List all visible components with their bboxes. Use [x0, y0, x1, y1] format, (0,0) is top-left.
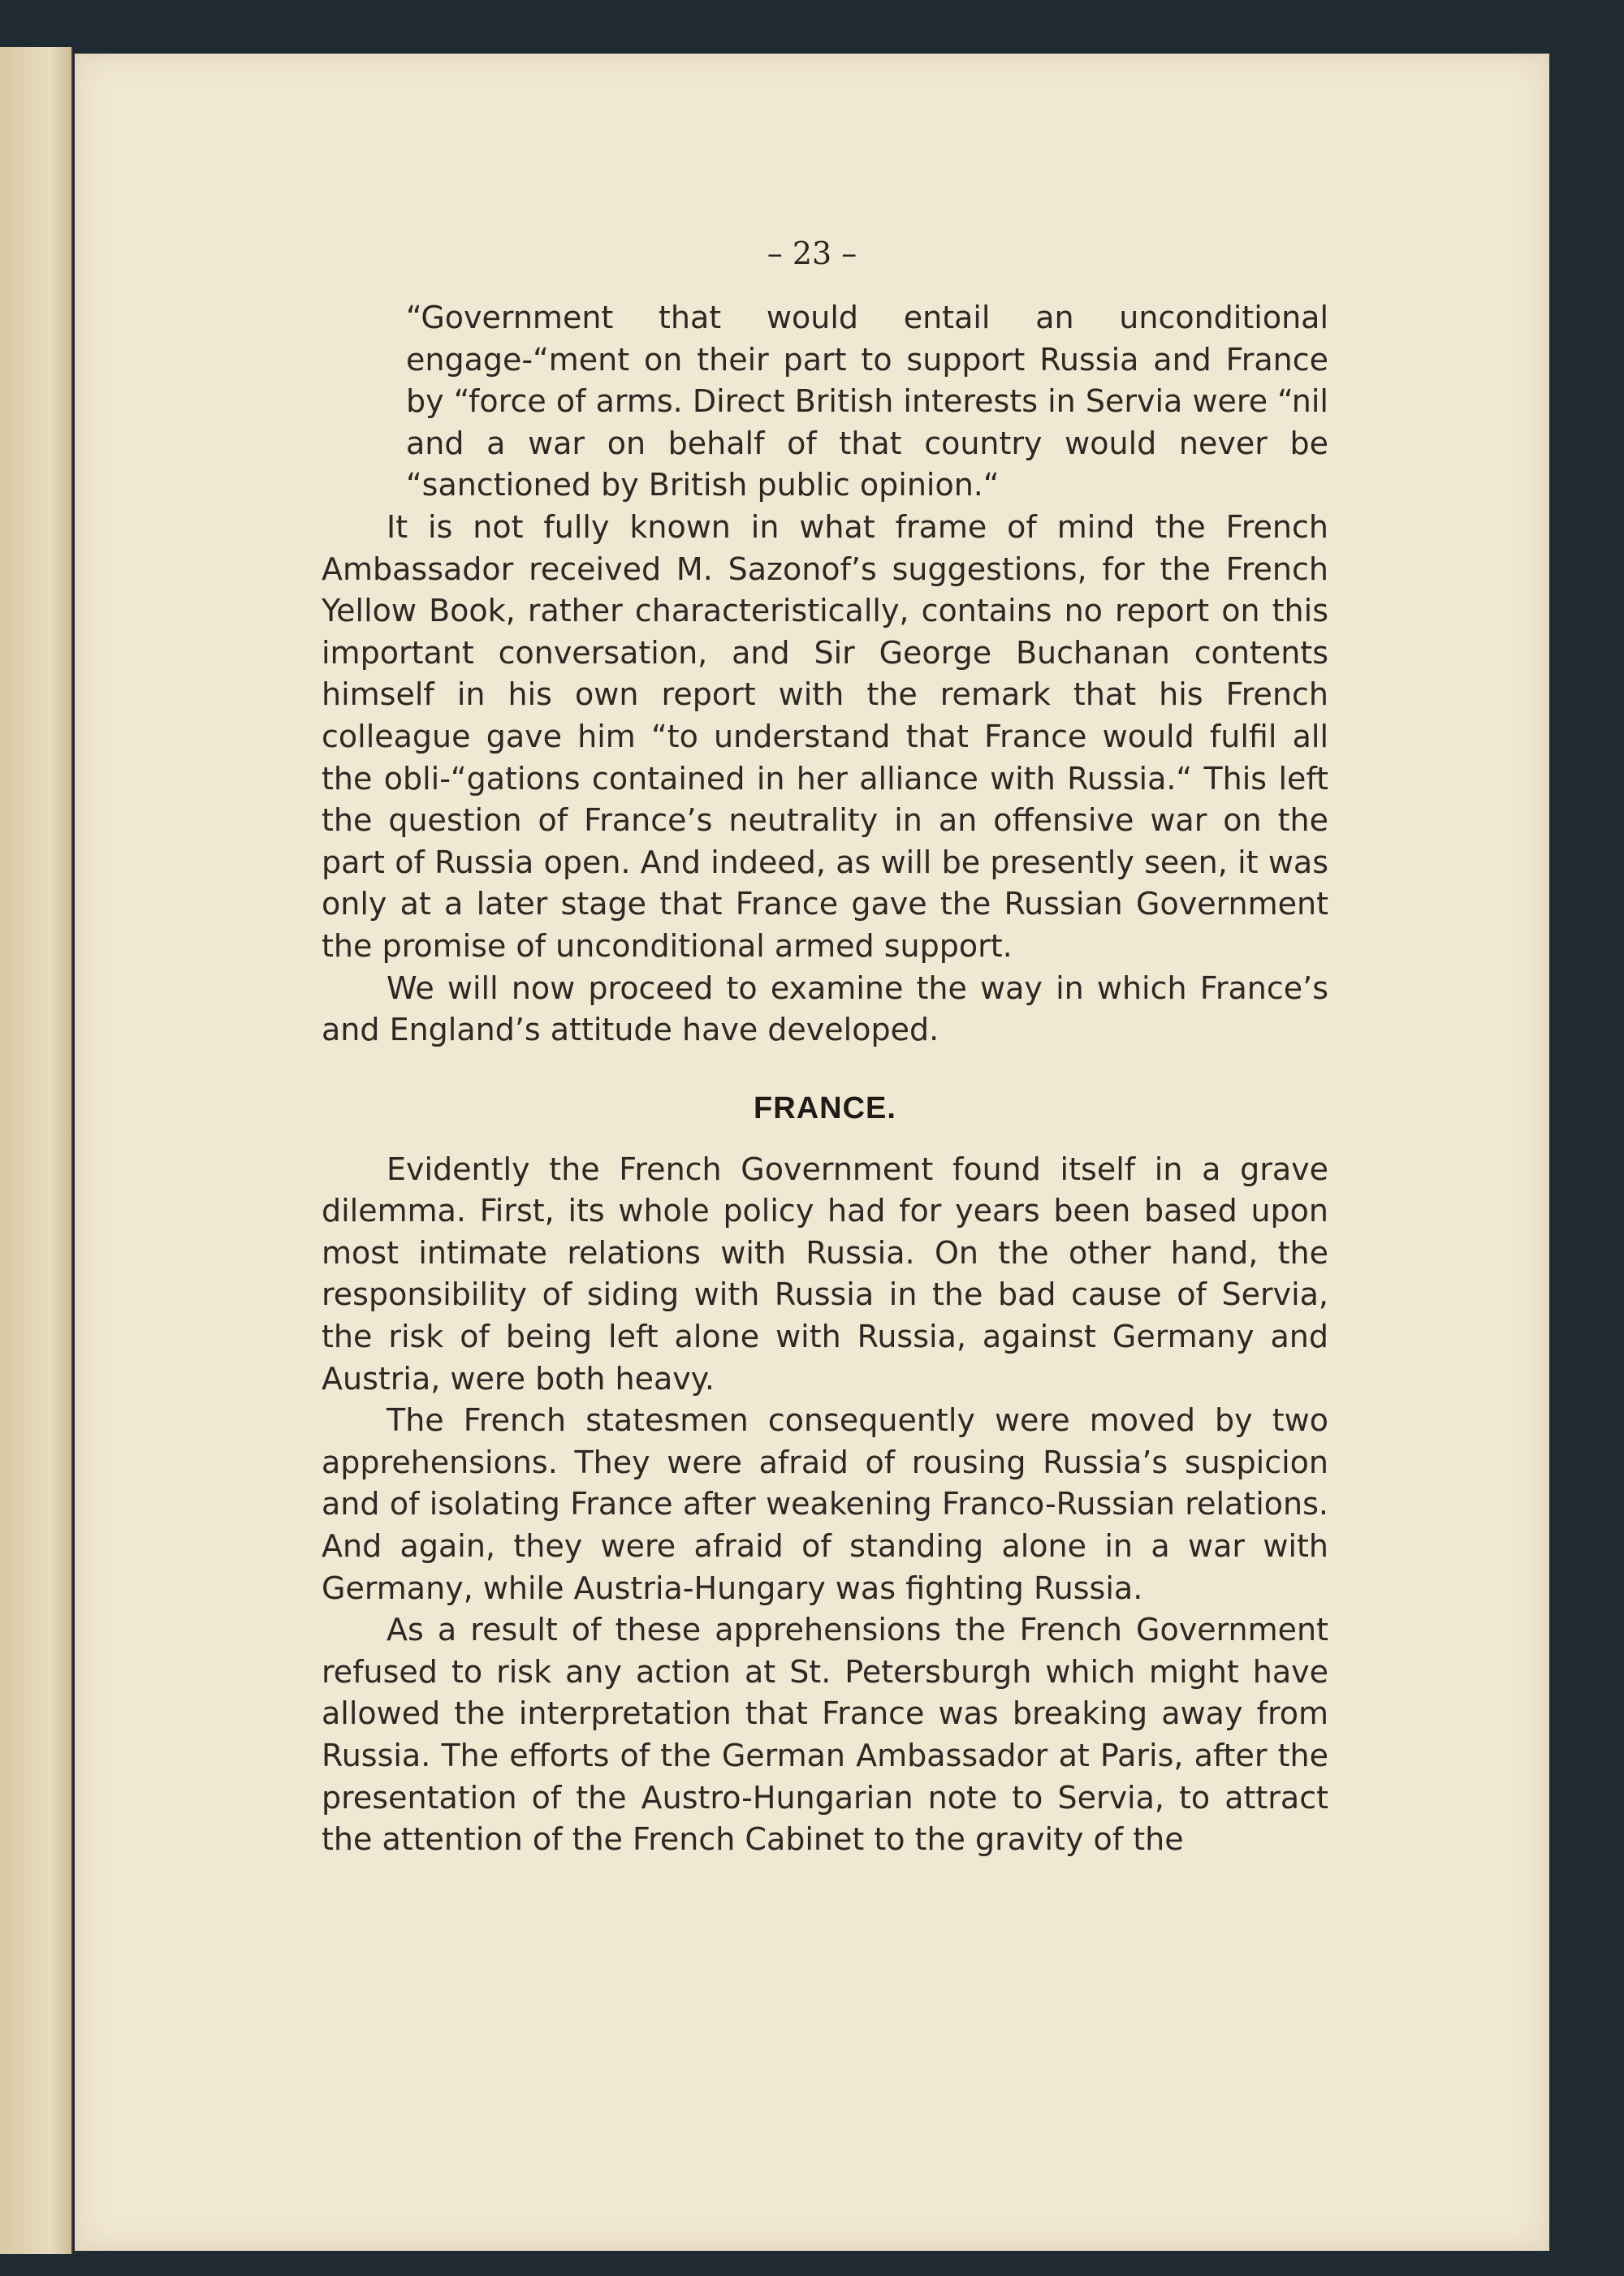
paragraph: As a result of these apprehensions the French Government refused to risk any action at St. Petersburgh which might have allowed the interpretation that France was breaking away from Russia. The efforts of the German Ambassador at Paris, after the presentation of the Austro-Hungarian note to Servia, to attract the attention of the French Cabinet to the gravity of the — [322, 1612, 1328, 1858]
page-body — [322, 297, 1328, 1861]
paragraph: The French statesmen consequently were moved by two apprehensions. They were afraid of rousing Russia’s suspicion and of isolating France after weakening Franco-Russian relations. And again, they were afraid of standing alone in a war with Germany, while Austria-Hungary was fighting Russia. — [322, 1402, 1328, 1606]
book-page — [75, 54, 1549, 2251]
paragraph: Evidently the French Government found itself in a grave dilemma. First, its whole policy had for years been based upon most intimate relations with Russia. On the other hand, the responsibility of siding with Russia in the bad cause of Servia, the risk of being left alone with Russia, against Germany and Austria, were both heavy. — [322, 1151, 1328, 1397]
paragraph: We will now proceed to examine the way in which France’s and England’s attitude have developed. — [322, 970, 1328, 1048]
paragraph: It is not fully known in what frame of mind the French Ambassador received M. Sazonof’s suggestions, for the French Yellow Book, rather characteristically, contains no report on this important conversation, and Sir George Buchanan contents himself in his own report with the remark that his French colleague gave him “to understand that France would fulfil all the obli-“gations contained in her alliance with Russia.“ This left the question of France’s neutrality in an offensive war on the part of Russia open. And indeed, as will be presently seen, it was only at a later stage that France gave the Russian Government the promise of unconditional armed support. — [322, 508, 1328, 964]
left-page-edge — [0, 47, 73, 2254]
page-number: – 23 – — [767, 235, 857, 271]
section-heading: FRANCE. — [754, 1090, 896, 1125]
quoted-paragraph: “Government that would entail an unconditional engage-“ment on their part to support Russia and France by “force of arms. Direct British interests in Servia were “nil and a war on behalf of that country would never be “sanctioned by British public opinion.“ — [406, 300, 1328, 503]
